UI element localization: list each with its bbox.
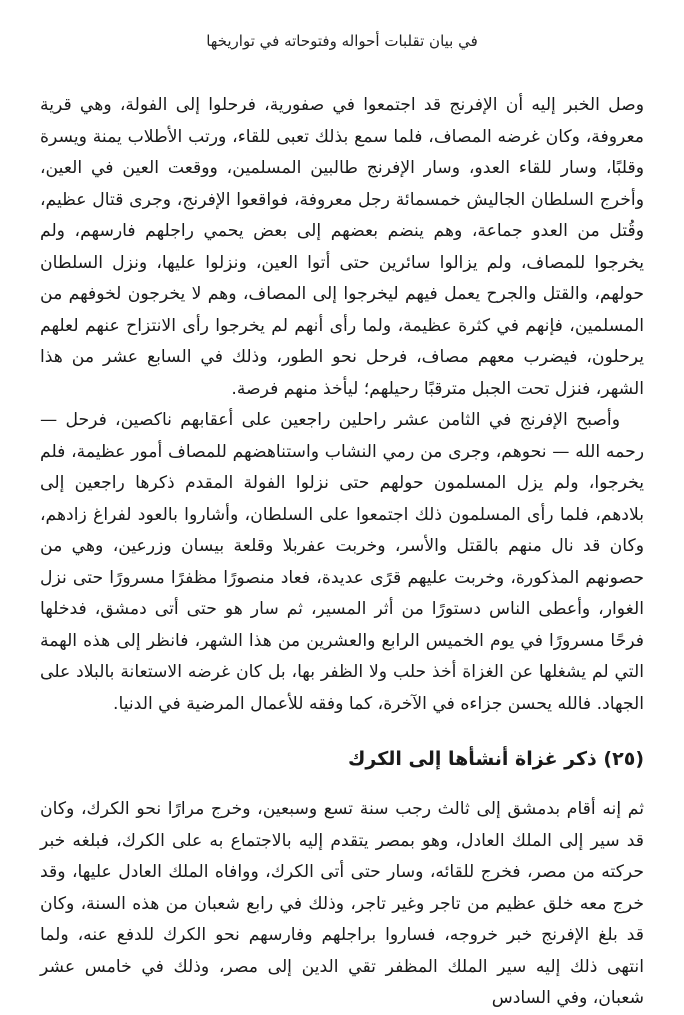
paragraph-2: وأصبح الإفرنج في الثامن عشر راحلين راجعين على أعقابهم ناكصين، فرحل — رحمه الله — نحوهم، وجرى من رمي النشاب واستناهضهم للمصاف أمور عظيمة، فلم يخرجوا، ولم يزل المسلمون حولهم حتى نزلوا الفولة المقدم ذكرها راجعين إلى بلادهم، فلما رأى المسلمون ذلك اجتمعوا على السلطان، وأشاروا بالعود لفراغ زادهم، وكان قد نال منهم بالقتل والأسر، وخربت عفربلا وقلعة بيسان وزرعين، وهي من حصونهم المذكورة، وخربت عليهم قرًى عديدة، فعاد منصورًا مظفرًا مسرورًا حتى نزل الغوار، وأعطى الناس دستورًا من أثر المسير، ثم سار هو حتى أتى دمشق، فدخلها فرحًا مسرورًا في يوم الخميس الرابع والعشرين من هذا الشهر، فانظر إلى هذه الهمة التي لم يشغلها عن الغزاة أخذ حلب ولا الظفر بها، بل كان غرضه الاستعانة بالبلاد على الجهاد. فالله يحسن جزاءه في الآخرة، كما وفقه للأعمال المرضية في الدنيا. — [40, 410, 644, 714]
running-header: في بيان تقلبات أحواله وفتوحاته في تواريخها — [206, 32, 478, 50]
section-paragraph: ثم إنه أقام بدمشق إلى ثالث رجب سنة تسع وسبعين، وخرج مرارًا نحو الكرك، وكان قد سير إلى الملك العادل، وهو بمصر يتقدم إليه بالاجتماع به على الكرك، فبلغه خبر حركته من مصر، فخرج للقائه، وسار حتى أتى الكرك، ووافاه الملك العادل عليها، وقد خرج معه خلق عظيم من تاجر وغير تاجر، وذلك في رابع شعبان من هذه السنة، وكان قد بلغ الإفرنج خبر خروجه، فساروا براجلهم وفارسهم نحو الكرك للدفع عنه، ولما انتهى ذلك إليه سير الملك المظفر تقي الدين إلى مصر، وذلك في خامس عشر شعبان، وفي السادس — [40, 799, 644, 1008]
section-heading: (٢٥) ذكر غزاة أنشأها إلى الكرك — [347, 748, 644, 770]
paragraph-1: وصل الخبر إليه أن الإفرنج قد اجتمعوا في صفورية، فرحلوا إلى الفولة، وهي قرية معروفة، وكان غرضه المصاف، فلما سمع بذلك تعبى للقاء، ورتب الأطلاب يمنة ويسرة وقلبًا، وسار للقاء العدو، وسار الإفرنج طالبين المسلمين، ووقعت العين في العين، وأخرج السلطان الجاليش خمسمائة رجل معروفة، فواقعوا الإفرنج، وجرى قتال عظيم، وقُتل من العدو جماعة، وهم ينضم بعضهم إلى بعض يحمي راجلهم فارسهم، ولم يخرجوا للمصاف، ولم يزالوا سائرين حتى أتوا العين، ونزلوا عليها، ونزل السلطان حولهم، والقتل والجرح يعمل فيهم ليخرجوا إلى المصاف، وهم لا يخرجون لخوفهم من المسلمين، فإنهم في كثرة عظيمة، ولما رأى أنهم لم يخرجوا رأى الانتزاح عنهم لعلهم يرحلون، فيضرب معهم مصاف، فرحل نحو الطور، وذلك في السابع عشر من هذا الشهر، فنزل تحت الجبل مترقبًا رحيلهم؛ ليأخذ منهم فرصة. — [40, 95, 644, 399]
